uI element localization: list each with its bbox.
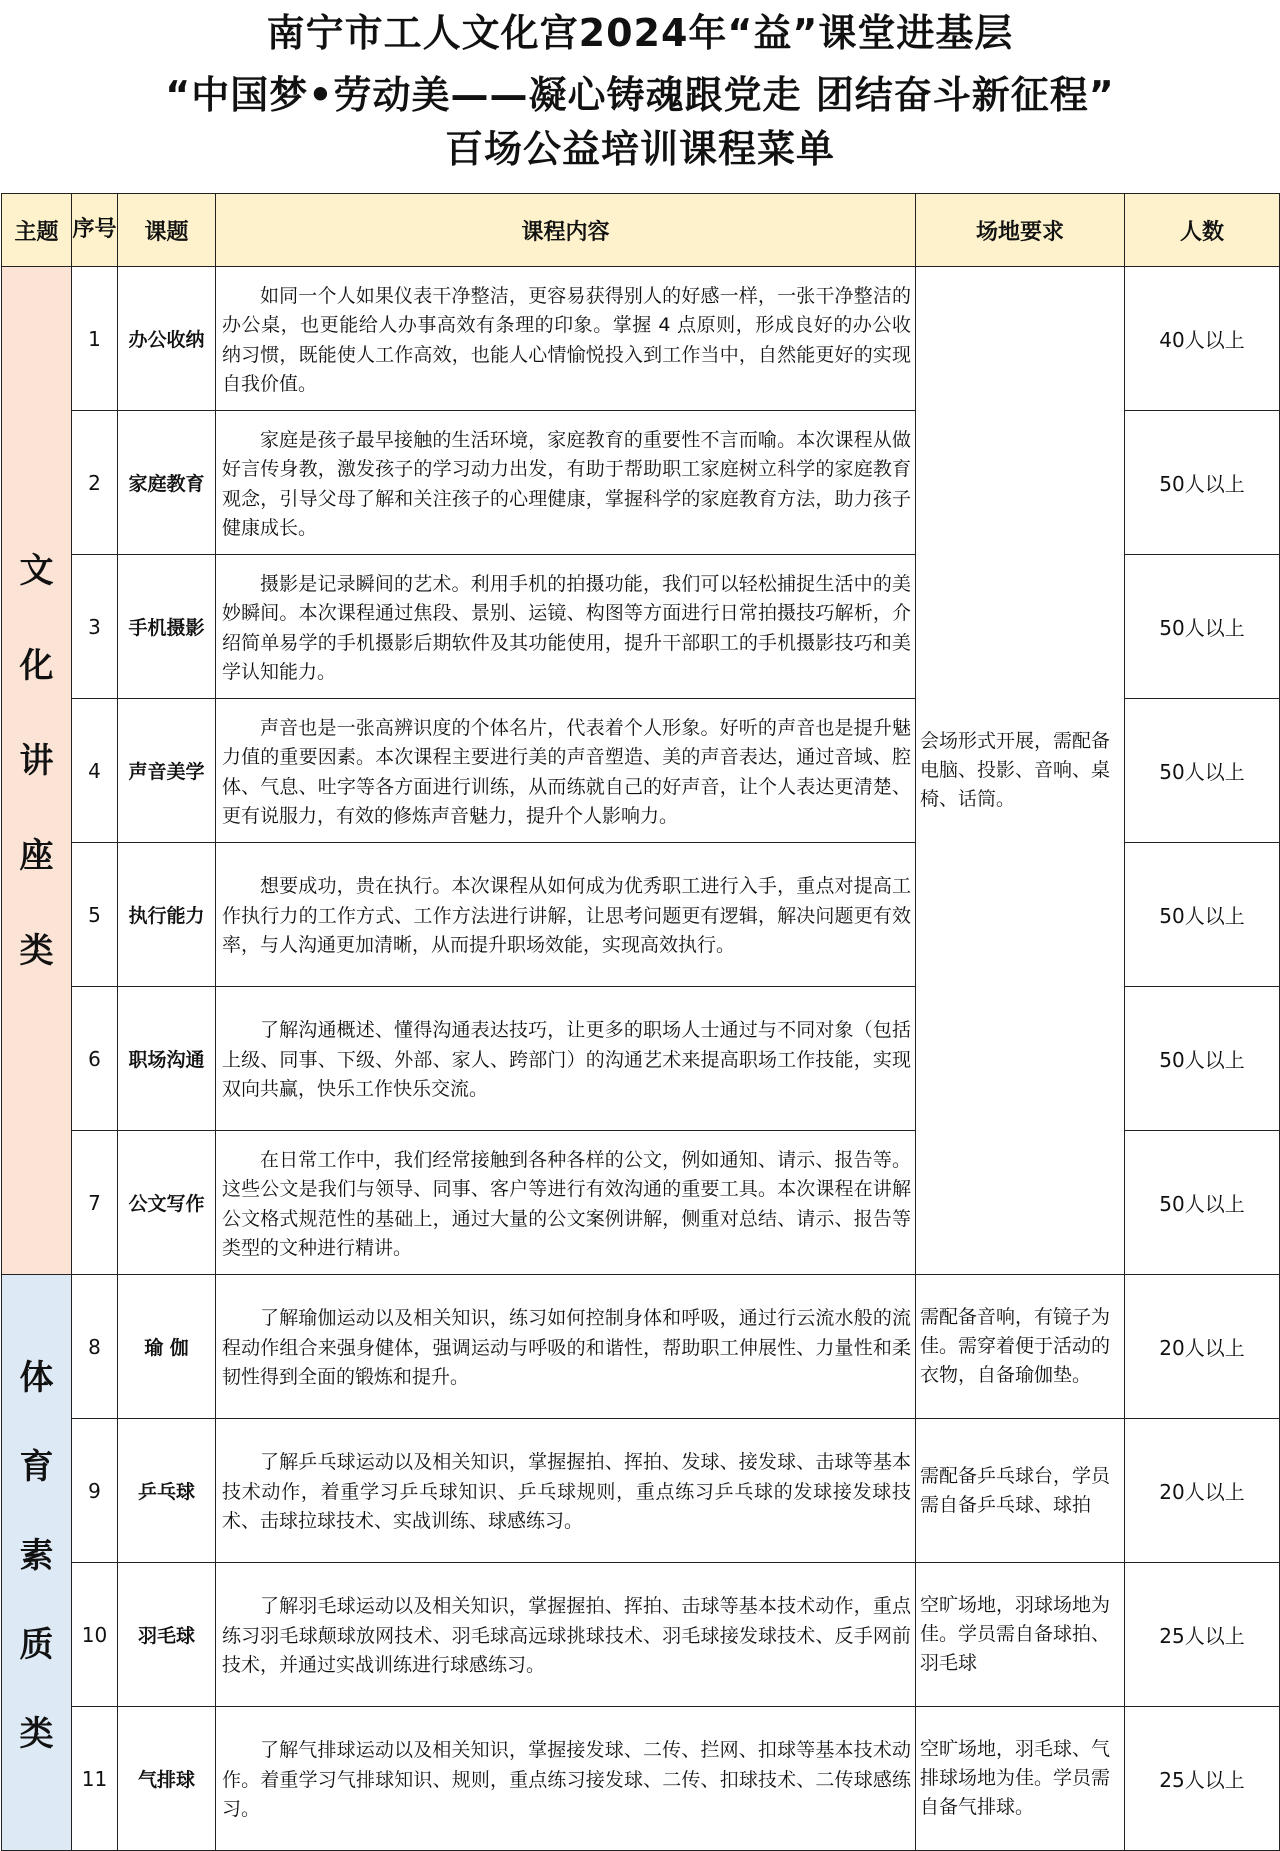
table-row	[2, 1707, 1280, 1851]
seq-cell: 2	[72, 411, 118, 555]
theme-char: 体	[19, 1358, 54, 1398]
seq-cell: 8	[72, 1275, 118, 1419]
seq-cell: 7	[72, 1131, 118, 1275]
venue-cell: 需配备乒乓球台，学员需自备乒乓球、球拍	[916, 1419, 1125, 1563]
table-row	[2, 1563, 1280, 1707]
header-seq: 序号	[72, 194, 118, 267]
title-line-2: “中国梦•劳动美——凝心铸魂跟党走 团结奋斗新征程”	[165, 73, 1115, 117]
venue-cell: 空旷场地，羽毛球、气排球场地为佳。学员需自备气排球。	[916, 1707, 1125, 1851]
content-cell: 家庭是孩子最早接触的生活环境，家庭教育的重要性不言而喻。本次课程从做好言传身教，激发孩子的学习动力出发，有助于帮助职工家庭树立科学的家庭教育观念，引导父母了解和关注孩子的心理健康，掌握科学的家庭教育方法，助力孩子健康成长。	[216, 411, 916, 555]
topic-cell: 声音美学	[118, 699, 216, 843]
header-theme: 主题	[2, 194, 72, 267]
count-cell: 20人以上	[1125, 1275, 1280, 1419]
theme-cell-culture	[2, 267, 72, 1275]
title-line-3: 百场公益培训课程菜单	[444, 127, 835, 171]
table-row	[2, 1275, 1280, 1419]
count-cell: 25人以上	[1125, 1563, 1280, 1707]
seq-cell: 6	[72, 987, 118, 1131]
topic-cell: 瑜 伽	[118, 1275, 216, 1419]
content-cell: 了解乒乓球运动以及相关知识，掌握握拍、挥拍、发球、接发球、击球等基本技术动作，着重学习乒乓球知识、乒乓球规则，重点练习乒乓球的发球接发球技术、击球拉球技术、实战训练、球感练习。	[216, 1419, 916, 1563]
topic-cell: 乒乓球	[118, 1419, 216, 1563]
seq-cell: 9	[72, 1419, 118, 1563]
topic-cell: 手机摄影	[118, 555, 216, 699]
count-cell: 20人以上	[1125, 1419, 1280, 1563]
title-line-1: 南宁市工人文化宫2024年“益”课堂进基层	[266, 11, 1014, 55]
header-content: 课程内容	[216, 194, 916, 267]
theme-char: 类	[19, 1714, 54, 1754]
theme-char: 素	[19, 1536, 54, 1576]
theme-char: 质	[19, 1625, 54, 1665]
content-cell: 在日常工作中，我们经常接触到各种各样的公文，例如通知、请示、报告等。这些公文是我们与领导、同事、客户等进行有效沟通的重要工具。本次课程在讲解公文格式规范性的基础上，通过大量的公文案例讲解，侧重对总结、请示、报告等类型的文种进行精讲。	[216, 1131, 916, 1275]
header-venue: 场地要求	[916, 194, 1125, 267]
content-cell: 声音也是一张高辨识度的个体名片，代表着个人形象。好听的声音也是提升魅力值的重要因素。本次课程主要进行美的声音塑造、美的声音表达，通过音域、腔体、气息、吐字等各方面进行训练，从而练就自己的好声音，让个人表达更清楚、更有说服力，有效的修炼声音魅力，提升个人影响力。	[216, 699, 916, 843]
count-cell: 50人以上	[1125, 555, 1280, 699]
header-topic: 课题	[118, 194, 216, 267]
topic-cell: 家庭教育	[118, 411, 216, 555]
theme-cell-sport	[2, 1275, 72, 1851]
seq-cell: 3	[72, 555, 118, 699]
count-cell: 50人以上	[1125, 1131, 1280, 1275]
seq-cell: 11	[72, 1707, 118, 1851]
topic-cell: 公文写作	[118, 1131, 216, 1275]
content-cell: 了解沟通概述、懂得沟通表达技巧，让更多的职场人士通过与不同对象（包括上级、同事、下级、外部、家人、跨部门）的沟通艺术来提高职场工作技能，实现双向共赢，快乐工作快乐交流。	[216, 987, 916, 1131]
theme-char: 讲	[19, 741, 54, 781]
content-cell: 如同一个人如果仪表干净整洁，更容易获得别人的好感一样，一张干净整洁的办公桌，也更能给人办事高效有条理的印象。掌握 4 点原则，形成良好的办公收纳习惯，既能使人工作高效，也能人心情愉悦投入到工作当中，自然能更好的实现自我价值。	[216, 267, 916, 411]
theme-char: 类	[19, 931, 54, 971]
count-cell: 50人以上	[1125, 699, 1280, 843]
venue-cell: 空旷场地，羽球场地为佳。学员需自备球拍、羽毛球	[916, 1563, 1125, 1707]
content-cell: 摄影是记录瞬间的艺术。利用手机的拍摄功能，我们可以轻松捕捉生活中的美妙瞬间。本次课程通过焦段、景别、运镜、构图等方面进行日常拍摄技巧解析，介绍简单易学的手机摄影后期软件及其功能使用，提升干部职工的手机摄影技巧和美学认知能力。	[216, 555, 916, 699]
content-cell: 了解气排球运动以及相关知识，掌握接发球、二传、拦网、扣球等基本技术动作。着重学习气排球知识、规则，重点练习接发球、二传、扣球技术、二传球感练习。	[216, 1707, 916, 1851]
count-cell: 50人以上	[1125, 411, 1280, 555]
header-count: 人数	[1125, 194, 1280, 267]
topic-cell: 职场沟通	[118, 987, 216, 1131]
count-cell: 25人以上	[1125, 1707, 1280, 1851]
count-cell: 50人以上	[1125, 843, 1280, 987]
topic-cell: 办公收纳	[118, 267, 216, 411]
count-cell: 50人以上	[1125, 987, 1280, 1131]
topic-cell: 气排球	[118, 1707, 216, 1851]
venue-cell-shared: 会场形式开展，需配备电脑、投影、音响、桌椅、话筒。	[916, 267, 1125, 1275]
table-row	[2, 267, 1280, 411]
seq-cell: 5	[72, 843, 118, 987]
theme-char: 化	[19, 646, 54, 686]
content-cell: 了解羽毛球运动以及相关知识，掌握握拍、挥拍、击球等基本技术动作，重点练习羽毛球颠球放网技术、羽毛球高远球挑球技术、羽毛球接发球技术、反手网前技术，并通过实战训练进行球感练习。	[216, 1563, 916, 1707]
count-cell: 40人以上	[1125, 267, 1280, 411]
seq-cell: 1	[72, 267, 118, 411]
course-menu-table	[1, 193, 1280, 1851]
content-cell: 想要成功，贵在执行。本次课程从如何成为优秀职工进行入手，重点对提高工作执行力的工作方式、工作方法进行讲解，让思考问题更有逻辑，解决问题更有效率，与人沟通更加清晰，从而提升职场效能，实现高效执行。	[216, 843, 916, 987]
content-cell: 了解瑜伽运动以及相关知识，练习如何控制身体和呼吸，通过行云流水般的流程动作组合来强身健体，强调运动与呼吸的和谐性，帮助职工伸展性、力量性和柔韧性得到全面的锻炼和提升。	[216, 1275, 916, 1419]
theme-char: 座	[19, 836, 54, 876]
table-row	[2, 1419, 1280, 1563]
seq-cell: 4	[72, 699, 118, 843]
topic-cell: 执行能力	[118, 843, 216, 987]
topic-cell: 羽毛球	[118, 1563, 216, 1707]
seq-cell: 10	[72, 1563, 118, 1707]
table-header-row	[2, 194, 1280, 267]
theme-char: 文	[19, 551, 54, 591]
venue-cell: 需配备音响，有镜子为佳。需穿着便于活动的衣物，自备瑜伽垫。	[916, 1275, 1125, 1419]
theme-char: 育	[19, 1447, 54, 1487]
